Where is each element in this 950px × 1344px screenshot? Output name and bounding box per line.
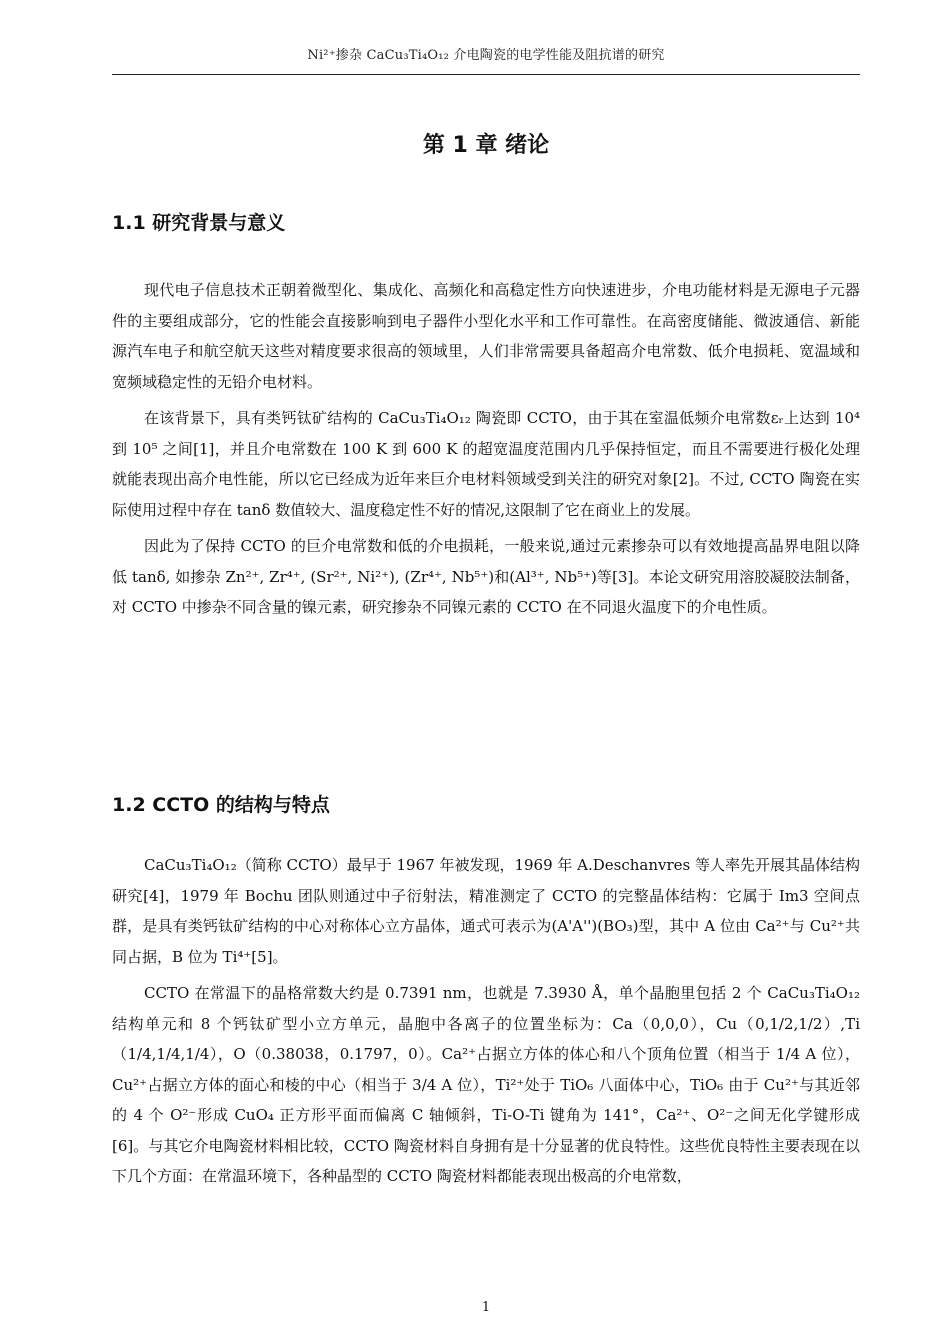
section-1-2-body — [112, 850, 860, 1198]
running-header: Ni²⁺掺杂 CaCu₃Ti₄O₁₂ 介电陶瓷的电学性能及阻抗谱的研究 — [307, 48, 665, 63]
paragraph: 因此为了保持 CCTO 的巨介电常数和低的介电损耗，一般来说,通过元素掺杂可以有效地提高晶界电阻以降低 tanδ, 如掺杂 Zn²⁺, Zr⁴⁺, (Sr²⁺, Ni²⁺), (Zr⁴⁺, Nb⁵⁺)和(Al³⁺, Nb⁵⁺)等[3]。本论文研究用溶胶凝胶法制备，对 CCTO 中掺杂不同含量的镍元素，研究掺杂不同镍元素的 CCTO 在不同退火温度下的介电性质。 — [112, 537, 860, 616]
section-1-1-body — [112, 275, 860, 629]
header-rule — [112, 74, 860, 75]
section-title-1-1: 1.1 研究背景与意义 — [112, 212, 286, 234]
section-title-1-2: 1.2 CCTO 的结构与特点 — [112, 794, 330, 816]
page-number: 1 — [481, 1300, 491, 1315]
paragraph: CaCu₃Ti₄O₁₂（简称 CCTO）最早于 1967 年被发现，1969 年 A.Deschanvres 等人率先开展其晶体结构研究[4]，1979 年 Bochu 团队则通过中子衍射法，精准测定了 CCTO 的完整晶体结构：它属于 Im3 空间点群，是具有类钙钛矿结构的中心对称体心立方晶体，通式可表示为(A'A'')(BO₃)型，其中 A 位由 Ca²⁺与 Cu²⁺共同占据，B 位为 Ti⁴⁺[5]。 — [112, 856, 861, 966]
chapter-title: 第 1 章 绪论 — [422, 133, 550, 158]
paragraph: CCTO 在常温下的晶格常数大约是 0.7391 nm，也就是 7.3930 Å，单个晶胞里包括 2 个 CaCu₃Ti₄O₁₂ 结构单元和 8 个钙钛矿型小立方单元，晶胞中各离子的位置坐标为：Ca（0,0,0），Cu（0,1/2,1/2）,Ti（1/4,1/4,1/4），O（0.38038，0.1797，0）。Ca²⁺占据立方体的体心和八个顶角位置（相当于 1/4 A 位），Cu²⁺占据立方体的面心和棱的中心（相当于 3/4 A 位），Ti²⁺处于 TiO₆ 八面体中心，TiO₆ 由于 Cu²⁺与其近邻的 4 个 O²⁻形成 CuO₄ 正方形平面而偏离 C 轴倾斜，Ti-O-Ti 键角为 141°，Ca²⁺、O²⁻之间无化学键形成[6]。与其它介电陶瓷材料相比较，CCTO 陶瓷材料自身拥有是十分显著的优良特性。这些优良特性主要表现在以下几个方面：在常温环境下，各种晶型的 CCTO 陶瓷材料都能表现出极高的介电常数， — [112, 984, 860, 1185]
paragraph: 在该背景下，具有类钙钛矿结构的 CaCu₃Ti₄O₁₂ 陶瓷即 CCTO，由于其在室温低频介电常数εᵣ上达到 10⁴ 到 10⁵ 之间[1]，并且介电常数在 100 K 到 600 K 的超宽温度范围内几乎保持恒定，而且不需要进行极化处理就能表现出高介电性能，所以它已经成为近年来巨介电材料领域受到关注的研究对象[2]。不过, CCTO 陶瓷在实际使用过程中存在 tanδ 数值较大、温度稳定性不好的情况,这限制了它在商业上的发展。 — [112, 409, 860, 519]
paragraph: 现代电子信息技术正朝着微型化、集成化、高频化和高稳定性方向快速进步，介电功能材料是无源电子元器件的主要组成部分，它的性能会直接影响到电子器件小型化水平和工作可靠性。在高密度储能、微波通信、新能源汽车电子和航空航天这些对精度要求很高的领域里，人们非常需要具备超高介电常数、低介电损耗、宽温域和宽频域稳定性的无铅介电材料。 — [112, 281, 860, 391]
